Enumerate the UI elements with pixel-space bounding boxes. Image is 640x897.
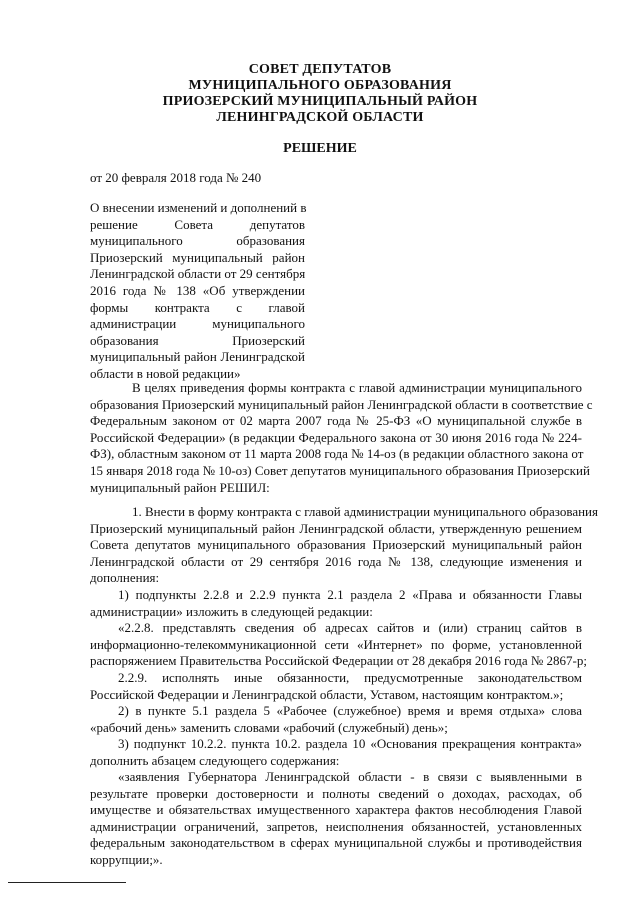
subpoint-2-paragraph: [90, 703, 582, 736]
clause-2-2-8-paragraph: [90, 620, 587, 670]
header-line: ПРИОЗЕРСКИЙ МУНИЦИПАЛЬНЫЙ РАЙОН: [162, 94, 478, 109]
text-line: федеральным законодательством в сферах муниципальной службы и противодействия: [90, 835, 582, 851]
text-line: В целях приведения формы контракта с главой администрации муниципального: [132, 380, 582, 395]
text-line: образования Приозерский муниципальный район Ленинградской области в соответствие с: [90, 396, 593, 412]
text-line: администрации» изложить в следующей редакции:: [90, 603, 373, 619]
subject-block: [90, 200, 305, 383]
decision-title: РЕШЕНИЕ: [283, 141, 357, 156]
subject-line: решение Совета депутатов: [90, 216, 305, 232]
text-line: Федеральным законом от 02 марта 2007 года № 25-ФЗ «О муниципальной службе в: [90, 413, 582, 429]
text-line: 3) подпункт 10.2.2. пункта 10.2. раздела 10 «Основания прекращения контракта»: [118, 736, 582, 751]
text-line: коррупции;».: [90, 851, 163, 867]
text-line: имуществе и обязательствах имущественного характера фактов несоблюдения Главой: [90, 802, 582, 818]
quoted-addition-paragraph: [90, 769, 582, 869]
text-line: дополнения:: [90, 570, 160, 586]
footnote-divider: [8, 882, 126, 883]
subject-line: Приозерский муниципальный район: [90, 249, 305, 265]
text-line: Совета депутатов муниципального образования Приозерский муниципальный район: [90, 537, 582, 553]
subject-line: муниципальный район Ленинградской: [90, 349, 305, 365]
subject-line: формы контракта с главой: [90, 299, 305, 315]
text-line: «2.2.8. представлять сведения об адресах сайтов и (или) страниц сайтов в: [118, 620, 582, 635]
subject-line: О внесении изменений и дополнений в: [90, 200, 307, 215]
text-line: распоряжением Правительства Российской Федерации от 28 декабря 2016 года № 2867-р;: [90, 653, 587, 669]
point-1-paragraph: [90, 504, 598, 587]
text-line: информационно-телекоммуникационной сети «Интернет» по форме, установленной: [90, 636, 582, 652]
subject-line: муниципального образования: [90, 233, 305, 249]
decision-date: от 20 февраля 2018 года № 240: [90, 170, 262, 185]
clause-2-2-9-paragraph: [90, 670, 582, 703]
text-line: «заявления Губернатора Ленинградской области - в связи с выявленными в: [118, 769, 582, 784]
header-line: СОВЕТ ДЕПУТАТОВ: [248, 62, 392, 77]
text-line: 1) подпункты 2.2.8 и 2.2.9 пункта 2.1 раздела 2 «Права и обязанности Главы: [118, 587, 582, 602]
subject-line: образования Приозерский: [90, 332, 305, 348]
text-line: муниципальный район РЕШИЛ:: [90, 479, 270, 495]
text-line: «рабочий день» заменить словами «рабочий (служебный) день»;: [90, 719, 448, 735]
text-line: Ленинградской области от 29 сентября 2016 года № 138, следующие изменения и: [90, 553, 582, 569]
subpoint-3-paragraph: [90, 736, 582, 769]
text-line: 15 января 2018 года № 10-оз) Совет депутатов муниципального образования Приозерский: [90, 462, 590, 478]
text-line: 1. Внести в форму контракта с главой администрации муниципального образования: [132, 504, 598, 519]
text-line: Приозерский муниципальный район Ленинградской области, утвержденную решением: [90, 520, 582, 536]
subject-line: администрации муниципального: [90, 316, 305, 332]
text-line: Российской Федерации» (в редакции Федерального закона от 30 июня 2016 года № 224-: [90, 429, 582, 445]
issuer-header: [0, 62, 640, 126]
text-line: результате проверки достоверности и полноты сведений о доходах, расходах, об: [90, 785, 582, 801]
header-line: ЛЕНИНГРАДСКОЙ ОБЛАСТИ: [216, 110, 424, 125]
subject-line: Ленинградской области от 29 сентября: [90, 266, 306, 282]
text-line: 2.2.9. исполнять иные обязанности, предусмотренные законодательством: [118, 670, 582, 685]
text-line: 2) в пункте 5.1 раздела 5 «Рабочее (служебное) время и время отдыха» слова: [118, 703, 582, 718]
text-line: Российской Федерации и Ленинградской области, Уставом, настоящим контрактом.»;: [90, 686, 564, 702]
text-line: администрации ограничений, запретов, неисполнения обязанностей, установленных: [90, 818, 582, 834]
subpoint-1-paragraph: [90, 587, 582, 620]
text-line: дополнить абзацем следующего содержания:: [90, 752, 340, 768]
preamble-paragraph: [90, 380, 593, 496]
subject-line: 2016 года № 138 «Об утверждении: [90, 282, 305, 298]
subject-line: области в новой редакции»: [90, 365, 241, 381]
text-line: ФЗ), областным законом от 11 марта 2008 года № 14-оз (в редакции областного закона от: [90, 446, 584, 462]
header-line: МУНИЦИПАЛЬНОГО ОБРАЗОВАНИЯ: [188, 78, 452, 93]
